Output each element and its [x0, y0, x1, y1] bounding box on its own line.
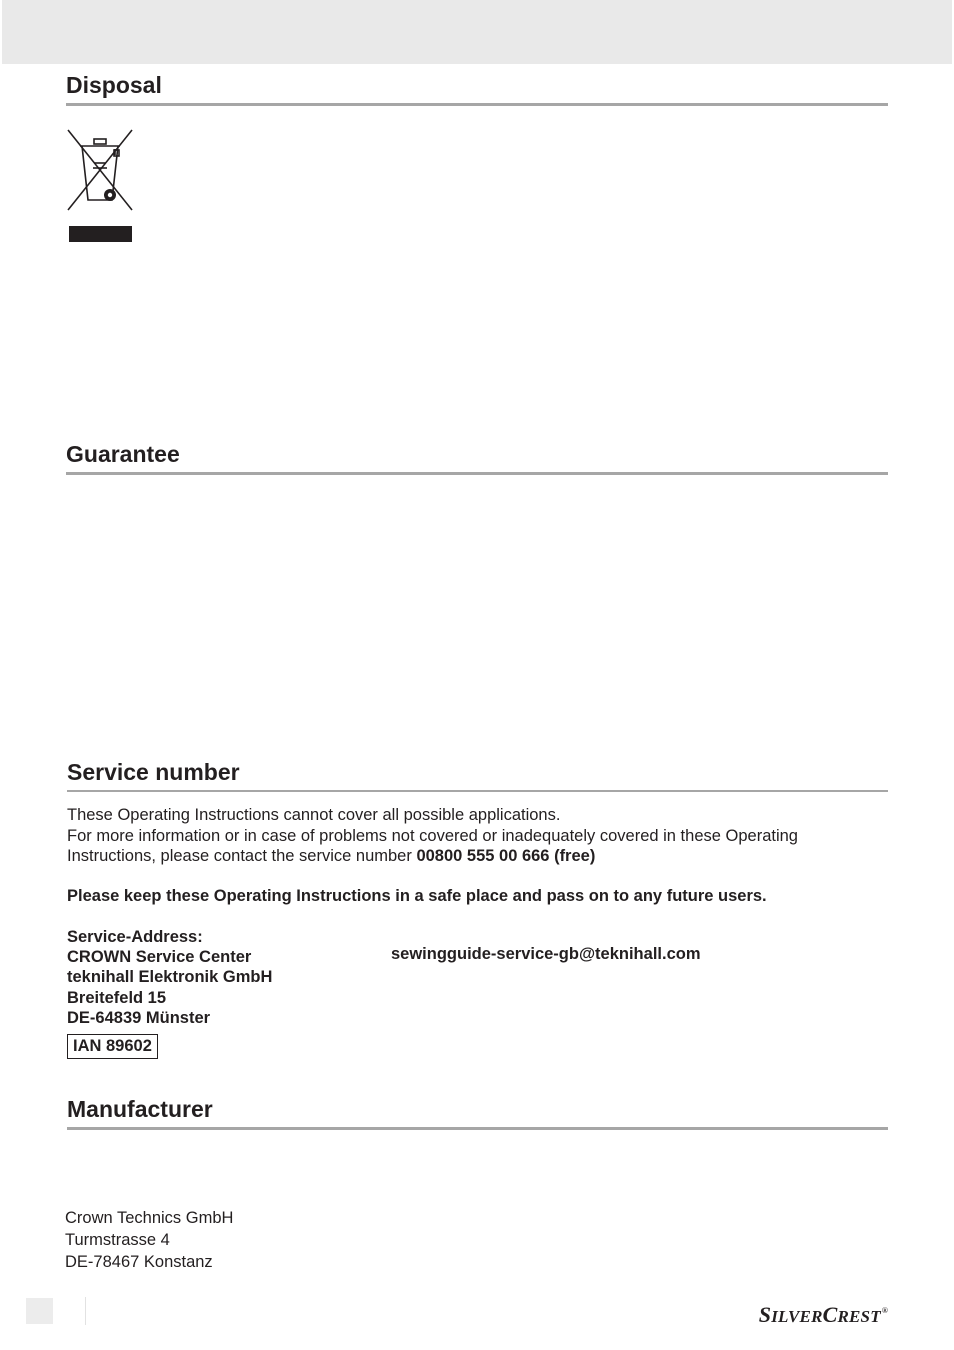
section-title-manufacturer: Manufacturer [67, 1095, 888, 1130]
keep-instructions-note: Please keep these Operating Instructions in a safe place and pass on to any future users. [67, 887, 767, 905]
ian-badge: IAN 89602 [67, 1034, 158, 1059]
service-contact-prefix: Instructions, please contact the service number [67, 847, 417, 865]
service-address-label: Service-Address: [67, 928, 203, 946]
service-address-line: Breitefeld 15 [67, 989, 167, 1007]
service-phone-number: 00800 555 00 666 (free) [416, 847, 596, 865]
crossed-out-wheelie-bin-icon [66, 128, 134, 244]
service-address-line: DE-64839 Münster [67, 1009, 211, 1027]
manufacturer-address-line: Turmstrasse 4 [65, 1231, 170, 1249]
manufacturer-address-line: DE-78467 Konstanz [65, 1253, 213, 1271]
section-title-guarantee: Guarantee [66, 440, 888, 475]
service-intro-line-3 [67, 846, 595, 867]
service-intro-line-2: For more information or in case of problems not covered or inadequately covered in these Operating [67, 827, 798, 845]
footer-divider [85, 1297, 86, 1325]
service-email: sewingguide-service-gb@teknihall.com [391, 945, 701, 963]
service-address-line: CROWN Service Center [67, 948, 252, 966]
section-title-service-number: Service number [67, 758, 888, 792]
page-number-box [26, 1298, 53, 1324]
service-intro-line-1: These Operating Instructions cannot cover all possible applications. [67, 806, 561, 824]
service-address-line: teknihall Elektronik GmbH [67, 968, 273, 986]
header-band [2, 0, 952, 64]
section-title-disposal: Disposal [66, 71, 888, 106]
manufacturer-address-line: Crown Technics GmbH [65, 1209, 234, 1227]
silvercrest-logo: SILVERCREST® [758, 1302, 888, 1327]
